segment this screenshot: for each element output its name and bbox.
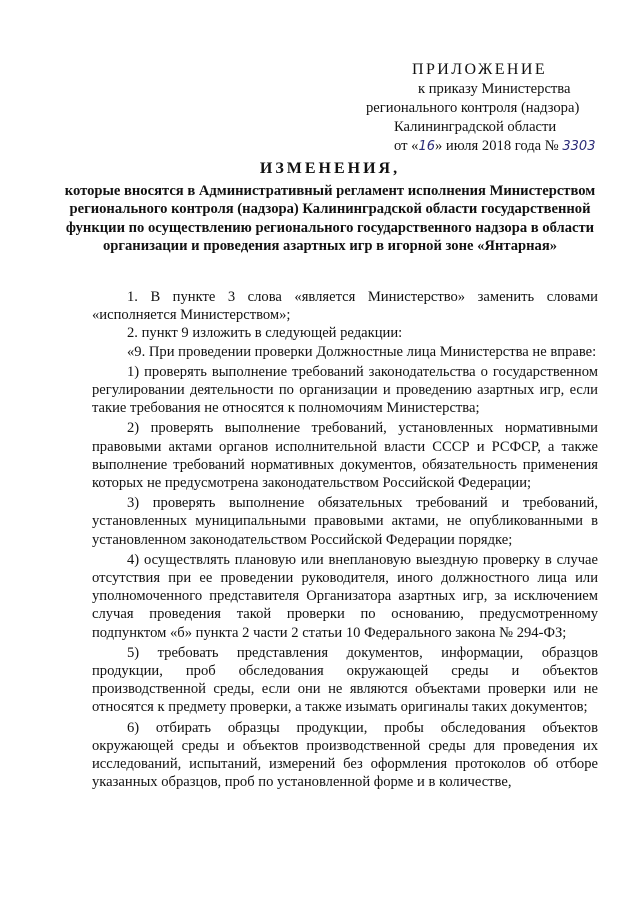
paragraph-9: 6) отбирать образцы продукции, пробы обследования объектов окружающей среды и объектов производственной среды для проведения их исследований, испытаний, измерений без оформления протоколов об отборе указанных образцов, проб по установленной форме и в количестве,	[92, 719, 598, 791]
appendix-title: ПРИЛОЖЕНИЕ	[412, 61, 548, 78]
appendix-line-date	[346, 137, 626, 156]
date-middle: » июля 2018 года №	[434, 138, 559, 154]
heading-subtitle: которые вносятся в Административный регламент исполнения Министерством регионального контроля (надзора) Калининградской области государственной функции по осуществлению регионального государственного надзора в области организации и проведения азартных игр в игорной зоне «Янтарная»	[64, 183, 596, 255]
paragraph-3: «9. При проведении проверки Должностные лица Министерства не вправе:	[127, 343, 597, 360]
paragraph-4: 1) проверять выполнение требований законодательства о государственном регулировании деятельности по организации и проведению азартных игр, если такие требования не относятся к полномочиям Министерства;	[92, 363, 598, 417]
appendix-block	[346, 60, 626, 156]
date-prefix: от «	[394, 138, 419, 154]
document-body	[92, 288, 598, 791]
document-heading	[60, 158, 600, 256]
appendix-line-ministry: регионального контроля (надзора)	[366, 100, 580, 116]
heading-title: ИЗМЕНЕНИЯ,	[259, 160, 401, 177]
paragraph-1: 1. В пункте 3 слова «является Министерство» заменить словами «исполняется Министерством»;	[92, 289, 598, 324]
appendix-line-order: к приказу Министерства	[418, 81, 571, 97]
paragraph-7: 4) осуществлять плановую или внеплановую выездную проверку в случае отсутствия при ее проведении руководителя, иного должностного лица или уполномоченного представителя Организатора азартных игр, за исключением случая проведения такой проверки по основанию, предусмотренному подпунктом «б» пункта 2 части 2 статьи 10 Федерального закона № 294-ФЗ;	[92, 551, 598, 641]
handwritten-day: 16	[418, 139, 435, 154]
paragraph-6: 3) проверять выполнение обязательных требований и требований, установленных муниципальными правовыми актами, не опубликованными в установленном законодательством Российской Федерации порядке;	[92, 495, 598, 548]
paragraph-8: 5) требовать представления документов, информации, образцов продукции, проб обследования окружающей среды и объектов производственной среды, если они не являются объектами проверки или не относятся к предмету проверки, а также изымать оригиналы таких документов;	[92, 644, 598, 716]
appendix-line-region: Калининградской области	[394, 119, 557, 135]
paragraph-5: 2) проверять выполнение требований, установленных нормативными правовыми актами органов исполнительной власти СССР и РСФСР, а также выполнение требований нормативных документов, обязательность применения которых не предусмотрена законодательством Российской Федерации;	[92, 420, 598, 492]
paragraph-2: 2. пункт 9 изложить в следующей редакции:	[127, 325, 403, 342]
handwritten-order-number: 3303	[562, 139, 596, 154]
